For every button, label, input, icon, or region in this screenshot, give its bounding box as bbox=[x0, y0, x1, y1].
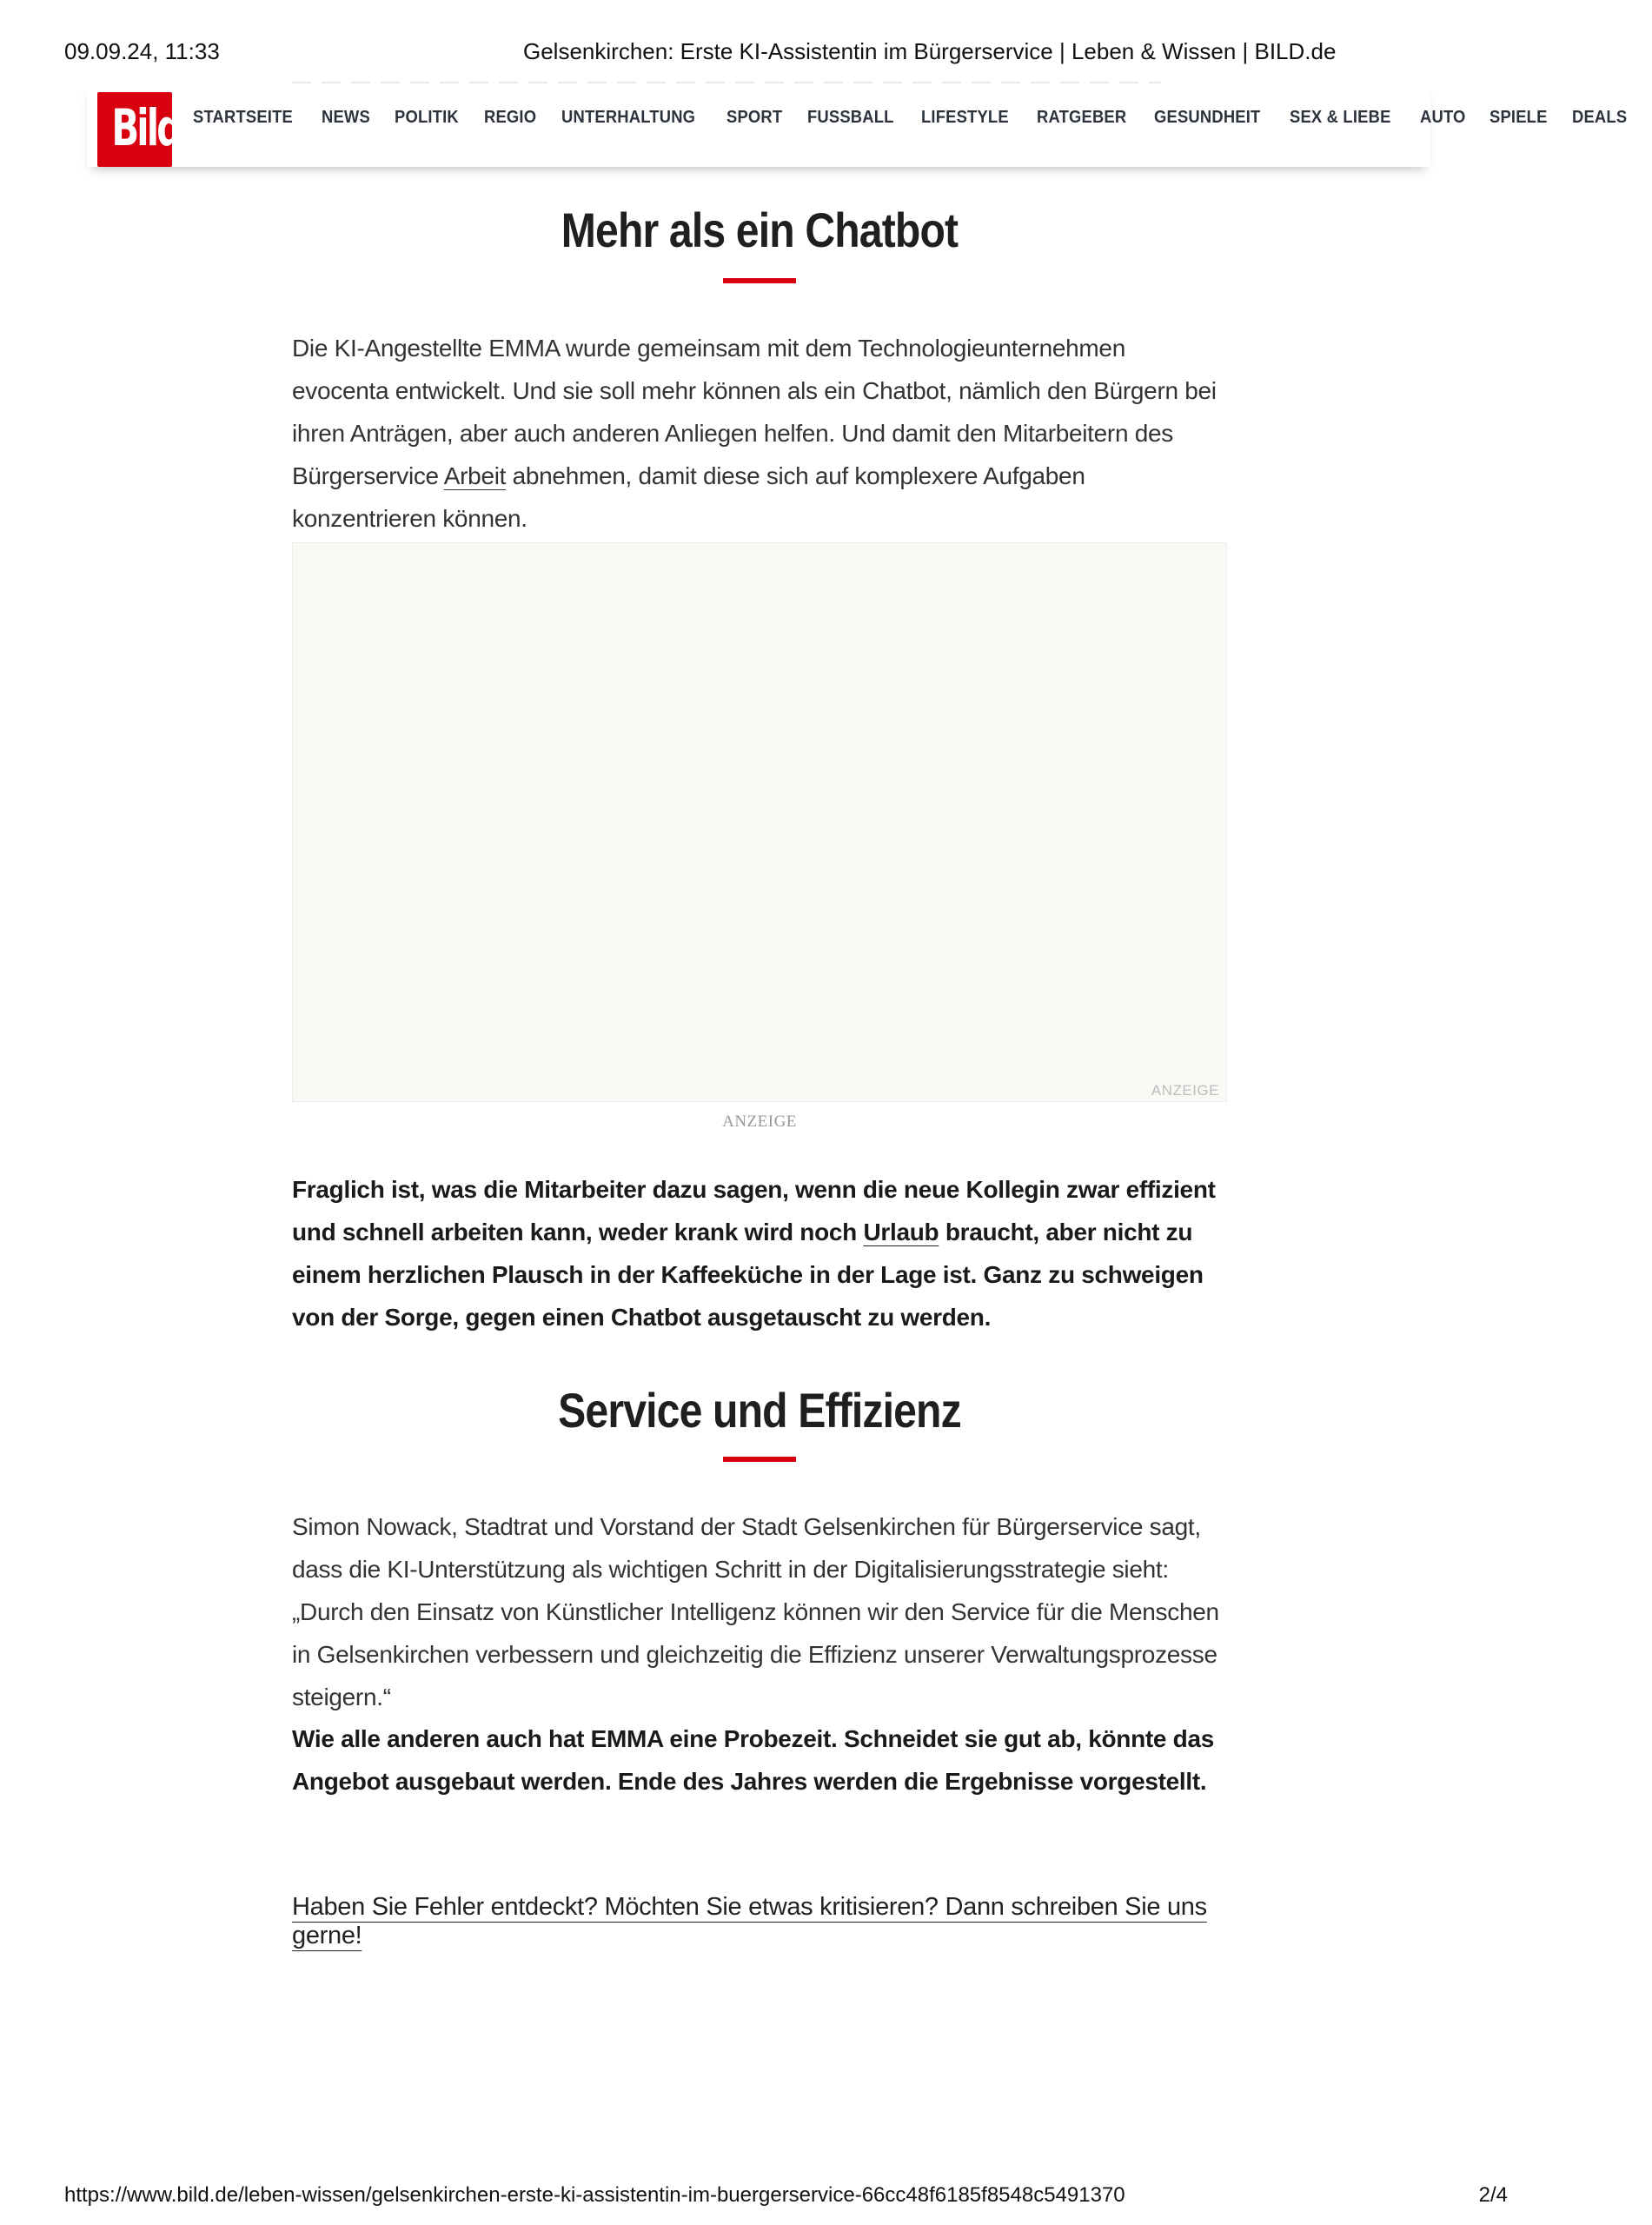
print-url: https://www.bild.de/leben-wissen/gelsenkirchen-erste-ki-assistentin-im-buergerservice-66cc48f6185f8548c5491370 bbox=[64, 2183, 1125, 2207]
subheading-mehr-als-ein-chatbot: Mehr als ein Chatbot bbox=[561, 203, 959, 257]
bild-logo[interactable] bbox=[97, 92, 181, 167]
paragraph-emma-intro bbox=[292, 327, 1227, 540]
paragraph-text: Fraglich ist, was die Mitarbeiter dazu sagen, wenn die neue Kollegin zwar effizient und schnell arbeiten kann, weder krank wird noch bbox=[292, 1176, 1216, 1245]
ad-label-inner: ANZEIGE bbox=[1151, 1082, 1219, 1099]
nav-item-sex-liebe[interactable]: SEX & LIEBE bbox=[1290, 108, 1391, 127]
link-arbeit[interactable]: Arbeit bbox=[443, 462, 507, 489]
nav-item-politik[interactable]: POLITIK bbox=[394, 108, 459, 127]
print-page-number: 2/4 bbox=[1478, 2183, 1508, 2207]
paragraph-probezeit: Wie alle anderen auch hat EMMA eine Probezeit. Schneidet sie gut ab, könnte das Angebot ausgebaut werden. Ende des Jahres werden die Ergebnisse vorgestellt. bbox=[292, 1725, 1215, 1795]
ad-label: ANZEIGE bbox=[722, 1112, 797, 1131]
nav-item-startseite[interactable]: STARTSEITE bbox=[193, 108, 293, 127]
paragraph-text: Die KI-Angestellte EMMA wurde gemeinsam mit dem Technologieunternehmen evocenta entwickelt. Und sie soll mehr können als ein Chatbot, nämlich den Bürgern bei ihren Anträgen, aber auch anderen Anliegen helfen. Und damit den Mitarbeitern des Bürgerservice bbox=[292, 335, 1217, 489]
nav-item-fussball[interactable]: FUSSBALL bbox=[807, 108, 894, 127]
link-urlaub[interactable]: Urlaub bbox=[863, 1219, 939, 1245]
main-menu bbox=[193, 108, 1652, 128]
print-date: 09.09.24, 11:33 bbox=[64, 38, 220, 64]
nav-item-lifestyle[interactable]: LIFESTYLE bbox=[921, 108, 1010, 127]
nav-item-sport[interactable]: SPORT bbox=[726, 108, 783, 127]
heading-underline bbox=[723, 1457, 796, 1462]
nav-item-news[interactable]: NEWS bbox=[321, 108, 370, 127]
advertisement-slot[interactable] bbox=[292, 542, 1227, 1102]
print-page-title: Gelsenkirchen: Erste KI-Assistentin im Bürgerservice | Leben & Wissen | BILD.de bbox=[523, 38, 1337, 64]
subheading-service-und-effizienz: Service und Effizienz bbox=[558, 1383, 961, 1438]
print-footer bbox=[64, 2183, 1508, 2215]
bild-logo-text: Bild bbox=[111, 98, 181, 157]
feedback-link[interactable]: Haben Sie Fehler entdeckt? Möchten Sie etwas kritisieren? Dann schreiben Sie uns gerne! bbox=[292, 1893, 1207, 1949]
nav-item-unterhaltung[interactable]: UNTERHALTUNG bbox=[561, 108, 695, 127]
paragraph-text: braucht, aber nicht zu einem herzlichen Plausch in der Kaffeeküche in der Lage ist. Ganz zu schweigen von der Sorge, gegen einen Chatbot ausgetauscht zu werden. bbox=[292, 1219, 1204, 1331]
nav-item-gesundheit[interactable]: GESUNDHEIT bbox=[1154, 108, 1261, 127]
nav-item-auto[interactable]: AUTO bbox=[1420, 108, 1466, 127]
top-navigation-bar bbox=[87, 83, 1628, 167]
nav-item-regio[interactable]: REGIO bbox=[484, 108, 537, 127]
heading-underline bbox=[723, 278, 796, 283]
print-header bbox=[64, 38, 1508, 70]
paragraph-text: abnehmen, damit diese sich auf komplexere Aufgaben konzentrieren können. bbox=[292, 462, 1085, 532]
paragraph-mitarbeiter bbox=[292, 1168, 1227, 1338]
nav-item-deals[interactable]: DEALS bbox=[1572, 108, 1628, 127]
nav-item-spiele[interactable]: SPIELE bbox=[1489, 108, 1548, 127]
paragraph-nowack-quote: Simon Nowack, Stadtrat und Vorstand der Stadt Gelsenkirchen für Bürgerservice sagt, dass die KI-Unterstützung als wichtigen Schritt in der Digitalisierungsstrategie sieht: „Durch den Einsatz von Künstlicher Intelligenz können wir den Service für die Menschen in Gelsenkirchen verbessern und gleichzeitig die Effizienz unserer Verwaltungsprozesse steigern.“ bbox=[292, 1513, 1219, 1710]
nav-item-ratgeber[interactable]: RATGEBER bbox=[1036, 108, 1127, 127]
